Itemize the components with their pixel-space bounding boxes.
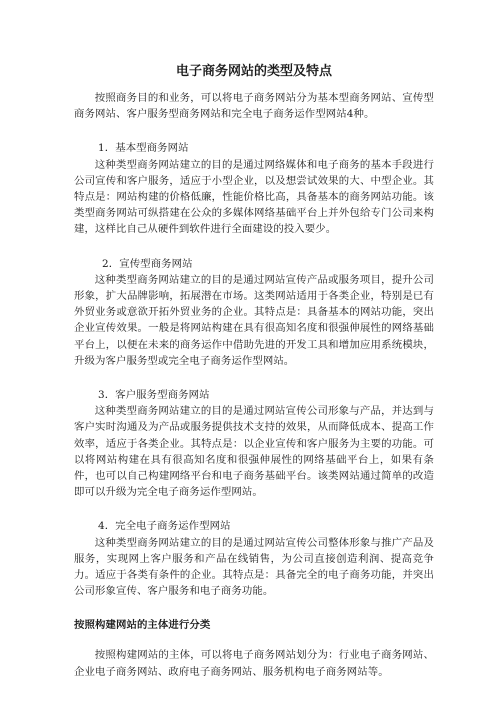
intro-paragraph: 按照商务目的和业务，可以将电子商务网站分为基本型商务网站、宣传型商务网站、客户服务型商务网站和完全电子商务运作型网站4种。 [74,92,434,121]
section-heading-1: 1．基本型商务网站 [98,142,189,155]
section-body-1: 这种类型商务网站建立的目的是通过网络媒体和电子商务的基本手段进行公司宣传和客户服务，适应于小型企业，以及想尝试效果的大、中型企业。其特点是：网站构建的价格低廉，性能价格比高，具备基本的商务网站功能。该类型商务网站可纵搭建在公众的多媒体网络基础平台上并外包给专门公司来构建，这样比自己从硬件到软件进行全面建设的投入要少。 [74,158,434,236]
section-heading-3: 3．客户服务型商务网站 [98,389,210,402]
section-body-2: 这种类型商务网站建立的目的是通过网站宣传产品或服务项目，提升公司形象，扩大品牌影响，拓展潜在市场。这类网站适用于各类企业，特别是已有外贸业务或意欲开拓外贸业务的企业。其特点是：具备基本的网站功能，突出企业宣传效果。一般是将网站构建在具有很高知名度和很强伸展性的网络基础平台上，以便在未来的商务运作中借助先进的开发工具和增加应用系统模块，升级为客户服务型或完全电子商务运作型网站。 [74,273,434,367]
subject-heading: 按照构建网站的主体进行分类 [74,619,211,632]
page-title: 电子商务网站的类型及特点 [175,64,332,79]
section-heading-2: 2．宣传型商务网站 [102,257,193,270]
section-heading-4: 4．完全电子商务运作型网站 [98,520,231,533]
section-body-4: 这种类型商务网站建立的目的是通过网站宣传公司整体形象与推广产品及服务，实现网上客户服务和产品在线销售，为公司直接创造利润、提高竞争力。适应于各类有条件的企业。其特点是：具备完全的电子商务功能，并突出公司形象宣传、客户服务和电子商务功能。 [74,536,434,598]
document-page [74,64,434,680]
section-body-3: 这种类型商务网站建立的目的是通过网站宣传公司形象与产品，并达到与客户实时沟通及为产品或服务提供技术支持的效果，从而降低成本、提高工作效率，适应于各类企业。其特点是：以企业宣传和客户服务为主要的功能。可以将网站构建在具有很高知名度和很强伸展性的网络基础平台上，如果有条件，也可以自己构建网络平台和电子商务基础平台。该类网站通过简单的改造即可以升级为完全电子商务运作型网站。 [74,405,434,499]
subject-paragraph: 按照构建网站的主体，可以将电子商务网站划分为：行业电子商务网站、企业电子商务网站、政府电子商务网站、服务机构电子商务网站等。 [74,649,434,678]
